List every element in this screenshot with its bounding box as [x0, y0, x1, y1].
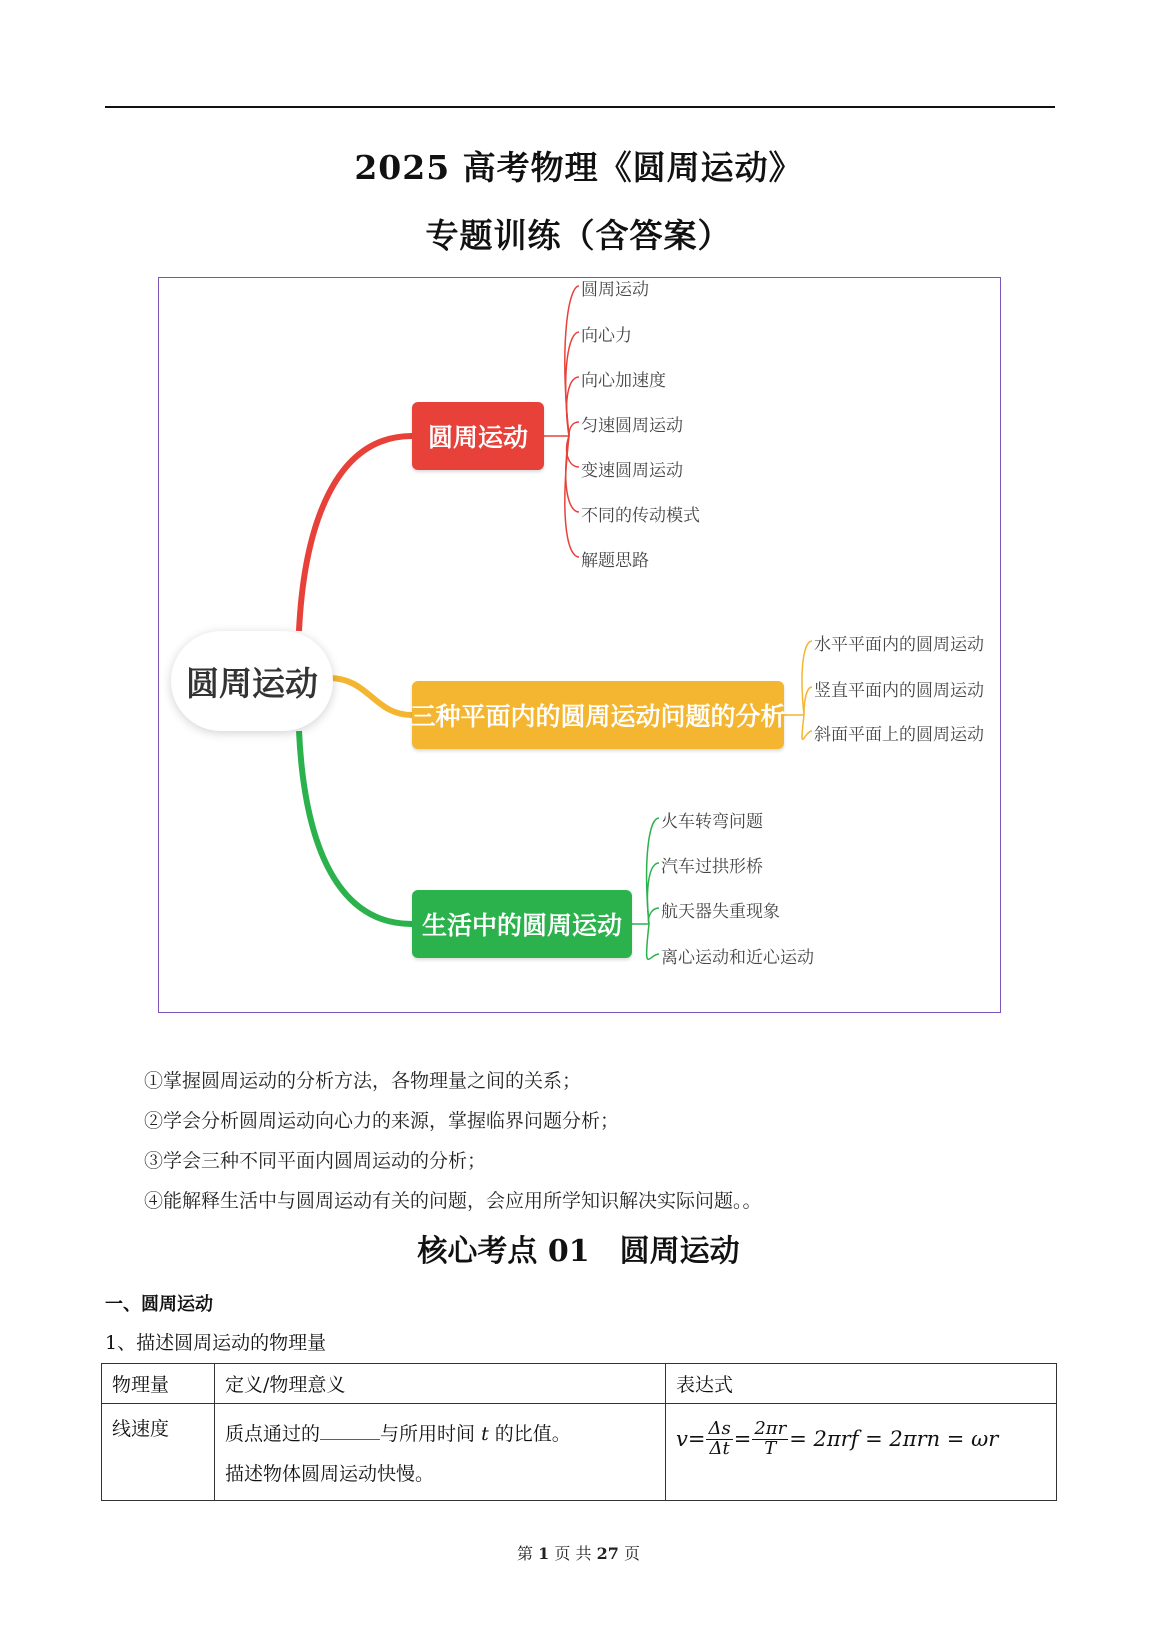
connectors-branch-3-leaves — [632, 818, 659, 959]
fill-in-blank — [320, 1421, 380, 1440]
fraction: $\frac{\Delta s}{\Delta t}$ — [708, 1417, 731, 1459]
mind-map-leaf: 不同的传动模式 — [581, 506, 700, 526]
mind-map-leaf: 匀速圆周运动 — [581, 416, 683, 436]
mind-map-leaf: 斜面平面上的圆周运动 — [814, 725, 984, 745]
table-header-cell: 定义/物理意义 — [215, 1364, 666, 1404]
page-total: 27 — [596, 1544, 619, 1563]
mind-map-leaf: 圆周运动 — [581, 280, 649, 300]
connectors-branch-2-leaves — [784, 641, 812, 739]
fraction: $\frac{2\pi r}{T}$ — [754, 1417, 787, 1459]
mind-map-leaf: 变速圆周运动 — [581, 461, 683, 481]
section-heading: 一、圆周运动 — [105, 1294, 213, 1315]
header-rule — [105, 106, 1055, 108]
mind-map-branch-3: 生活中的圆周运动 — [412, 890, 632, 958]
mind-map-root: 圆周运动 — [171, 631, 333, 731]
quantity-name: 线速度 — [102, 1404, 215, 1501]
table-header-cell: 物理量 — [102, 1364, 215, 1404]
connector-branch-1 — [299, 436, 412, 631]
section-title: 核心考点 01 圆周运动 — [417, 1234, 740, 1269]
table-row — [102, 1404, 1057, 1501]
document-title: 2025 高考物理《圆周运动》 — [354, 148, 803, 187]
connector-branch-2 — [329, 678, 412, 715]
mind-map-branch-2: 三种平面内的圆周运动问题的分析 — [412, 681, 784, 749]
quantity-table — [101, 1363, 1057, 1501]
mind-map-leaf: 向心加速度 — [581, 371, 666, 391]
mind-map-leaf: 向心力 — [581, 326, 632, 346]
mind-map-leaf: 航天器失重现象 — [661, 902, 780, 922]
learning-goal: ①掌握圆周运动的分析方法，各物理量之间的关系； — [144, 1070, 582, 1092]
mind-map — [158, 277, 1001, 1013]
mind-map-leaf: 水平平面内的圆周运动 — [814, 635, 984, 655]
mind-map-leaf: 解题思路 — [581, 551, 649, 571]
connectors-branch-1-leaves — [544, 286, 579, 557]
page-number: 1 — [538, 1544, 550, 1563]
learning-goal: ②学会分析圆周运动向心力的来源，掌握临界问题分析； — [144, 1110, 620, 1132]
quantity-definition: 质点通过的 与所用时间 t 的比值。 描述物体圆周运动快慢。 — [215, 1404, 666, 1501]
page-footer: 第 1 页 共 27 页 — [517, 1544, 640, 1563]
quantity-formula: v= $\frac{\Delta s}{\Delta t}$ = $\frac{2\pi r}{T}$ = 2πrf = 2πrn = ωr — [666, 1404, 1057, 1501]
mind-map-leaf: 竖直平面内的圆周运动 — [814, 681, 984, 701]
connector-branch-3 — [299, 731, 412, 924]
mind-map-leaf: 离心运动和近心运动 — [661, 948, 814, 968]
mind-map-leaf: 火车转弯问题 — [661, 812, 763, 832]
learning-goal: ③学会三种不同平面内圆周运动的分析； — [144, 1150, 487, 1172]
learning-goal: ④能解释生活中与圆周运动有关的问题，会应用所学知识解决实际问题。。 — [144, 1190, 762, 1212]
table-header-cell: 表达式 — [666, 1364, 1057, 1404]
document-subtitle: 专题训练（含答案） — [425, 216, 732, 255]
section-subheading: 1、描述圆周运动的物理量 — [105, 1332, 327, 1354]
mind-map-leaf: 汽车过拱形桥 — [661, 857, 763, 877]
mind-map-branch-1: 圆周运动 — [412, 402, 544, 470]
table-header-row — [102, 1364, 1057, 1404]
